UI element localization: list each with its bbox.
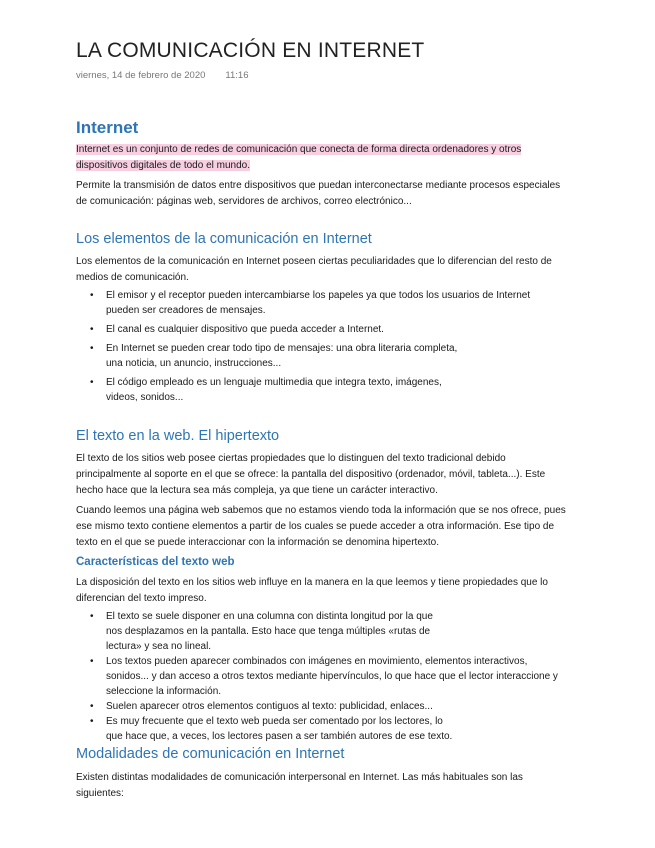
heading-elementos: Los elementos de la comunicación en Internet <box>76 231 372 247</box>
bullet-icon: • <box>90 377 94 388</box>
texto-web-paragraph-2: Cuando leemos una página web sabemos que no estamos viendo toda la información que se nos ofrece, pues ese mismo texto contiene elementos a partir de los cuales se puede acceder a otra información. Ese tipo de texto en el que se puede interaccionar con la información se denomina hipertexto. <box>76 505 566 548</box>
bullet-icon: • <box>90 656 94 667</box>
document-timestamp <box>76 70 248 81</box>
modalidades-intro: Existen distintas modalidades de comunicación interpersonal en Internet. Las más habituales son las siguientes: <box>76 772 523 799</box>
elementos-list <box>90 288 590 405</box>
highlighted-text: dispositivos digitales de todo el mundo. <box>76 160 250 171</box>
list-item: • En Internet se pueden crear todo tipo de mensajes: una obra literaria completa, una noticia, un anuncio, instrucciones... <box>90 343 458 369</box>
heading-modalidades: Modalidades de comunicación en Internet <box>76 746 345 762</box>
heading-texto-web: El texto en la web. El hipertexto <box>76 428 280 444</box>
document-time: 11:16 <box>225 70 249 81</box>
caracteristicas-intro: La disposición del texto en los sitios web influye en la manera en la que leemos y tiene propiedades que lo diferencian del texto impreso. <box>76 577 548 604</box>
list-item: • Suelen aparecer otros elementos contiguos al texto: publicidad, enlaces... <box>90 701 433 712</box>
list-item: • El emisor y el receptor pueden intercambiarse los papeles ya que todos los usuarios de Internet pueden ser creadores de mensajes. <box>90 290 531 316</box>
internet-paragraph: Permite la transmisión de datos entre dispositivos que puedan interconectarse mediante procesos especiales de comunicación: páginas web, servidores de archivos, correo electrónico... <box>76 180 561 207</box>
list-item: • El código empleado es un lenguaje multimedia que integra texto, imágenes, videos, sonidos... <box>90 377 442 403</box>
list-item: • Los textos pueden aparecer combinados con imágenes en movimiento, elementos interactivos, sonidos... y dan acceso a otros textos mediante hipervínculos, lo que hace que el lector interaccione y seleccione la información. <box>90 656 558 697</box>
document-date: viernes, 14 de febrero de 2020 <box>76 70 206 81</box>
heading-internet: Internet <box>76 118 139 137</box>
bullet-icon: • <box>90 611 94 622</box>
heading-caracteristicas: Características del texto web <box>76 556 235 568</box>
elementos-intro: Los elementos de la comunicación en Internet poseen ciertas peculiaridades que lo diferencian del resto de medios de comunicación. <box>76 256 552 283</box>
bullet-icon: • <box>90 343 94 354</box>
bullet-icon: • <box>90 701 94 712</box>
bullet-icon: • <box>90 290 94 301</box>
document-title: LA COMUNICACIÓN EN INTERNET <box>76 39 425 62</box>
list-item: • El canal es cualquier dispositivo que pueda acceder a Internet. <box>90 324 384 335</box>
texto-web-paragraph-1: El texto de los sitios web posee ciertas propiedades que lo distinguen del texto tradicional debido principalmente al soporte en el que se ofrece: la pantalla del dispositivo (ordenador, móvil, tableta...). Este hecho hace que la lectura sea más compleja, ya que tiene un carácter interactivo. <box>76 453 546 496</box>
highlighted-text: Internet es un conjunto de redes de comunicación que conecta de forma directa ordenadores y otros <box>76 144 522 155</box>
list-item: • Es muy frecuente que el texto web pueda ser comentado por los lectores, lo que hace que, a veces, los lectores pasen a ser también autores de ese texto. <box>90 716 453 742</box>
bullet-icon: • <box>90 716 94 727</box>
internet-definition <box>76 142 586 174</box>
caracteristicas-list <box>90 609 590 744</box>
list-item: • El texto se suele disponer en una columna con distinta longitud por la que nos desplazamos en la pantalla. Esto hace que tenga múltiples «rutas de lectura» y sea no lineal. <box>90 611 433 652</box>
bullet-icon: • <box>90 324 94 335</box>
